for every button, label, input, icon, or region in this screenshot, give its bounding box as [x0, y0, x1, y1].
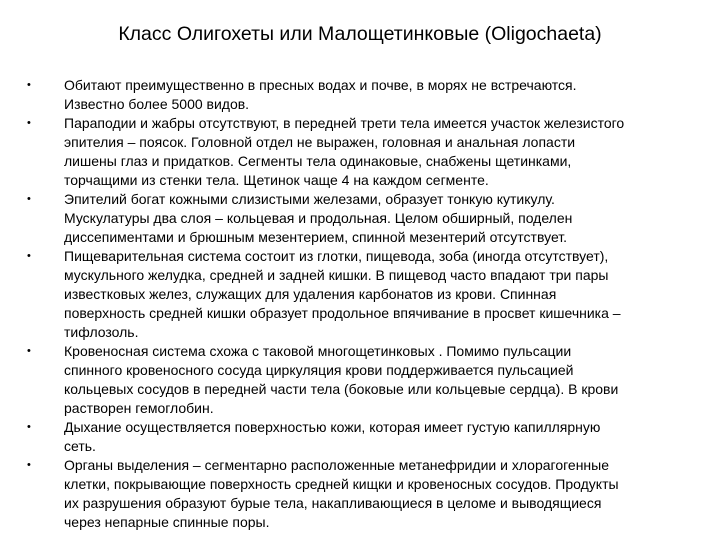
bullet-item: [27, 342, 699, 418]
bullet-item: [27, 247, 699, 342]
bullet-text-line: эпителия – поясок. Головной отдел не выражен, головная и анальная лопасти: [64, 134, 576, 150]
bullet-text-line: Эпителий богат кожными слизистыми железами, образует тонкую кутикулу.: [64, 191, 555, 207]
bullet-dot-icon: •: [27, 193, 31, 205]
bullet-text-line: растворен гемоглобин.: [64, 400, 214, 416]
bullet-list: [27, 76, 699, 532]
bullet-dot-icon: •: [27, 421, 31, 433]
bullet-item: [27, 190, 699, 247]
bullet-dot-icon: •: [27, 117, 31, 129]
bullet-text-line: Органы выделения – сегментарно расположенные метанефридии и хлорагогенные: [64, 457, 610, 473]
bullet-text-line: сеть.: [64, 438, 96, 454]
bullet-text-line: Параподии и жабры отсутствуют, в передней трети тела имеется участок железистого: [64, 115, 625, 131]
bullet-item: [27, 456, 699, 532]
bullet-item: [27, 76, 699, 114]
bullet-text-line: Мускулатуры два слоя – кольцевая и продольная. Целом обширный, поделен: [64, 210, 573, 226]
bullet-dot-icon: •: [27, 250, 31, 262]
bullet-text-line: мускульного желудка, средней и задней кишки. В пищевод часто впадают три пары: [64, 267, 609, 283]
bullet-text-line: Известно более 5000 видов.: [64, 96, 250, 112]
bullet-text-line: поверхность средней кишки образует продольное впячивание в просвет кишечника –: [64, 305, 621, 321]
bullet-text-line: диссепиментами и брюшным мезентерием, спинной мезентерий отсутствует.: [64, 229, 568, 245]
bullet-text-line: Пищеварительная система состоит из глотки, пищевода, зоба (иногда отсутствует),: [64, 248, 609, 264]
bullet-text-line: Дыхание осуществляется поверхностью кожи, которая имеет густую капиллярную: [64, 419, 601, 435]
bullet-text-line: Обитают преимущественно в пресных водах и почве, в морях не встречаются.: [64, 77, 577, 93]
bullet-dot-icon: •: [27, 79, 31, 91]
bullet-dot-icon: •: [27, 459, 31, 471]
bullet-text-line: их разрушения образуют бурые тела, накапливающиеся в целоме и выводящиеся: [64, 495, 602, 511]
bullet-text-line: спинного кровеносного сосуда циркуляция крови поддерживается пульсацией: [64, 362, 574, 378]
bullet-text-line: лишены глаз и придатков. Сегменты тела одинаковые, снабжены щетинками,: [64, 153, 572, 169]
bullet-item: [27, 418, 699, 456]
bullet-text-line: известковых желез, служащих для удаления карбонатов из крови. Спинная: [64, 286, 557, 302]
bullet-text-line: торчащими из стенки тела. Щетинок чаще 4 на каждом сегменте.: [64, 172, 489, 188]
bullet-text-line: через непарные спинные поры.: [64, 514, 270, 530]
bullet-dot-icon: •: [27, 345, 31, 357]
bullet-item: [27, 114, 699, 190]
bullet-text-line: кольцевых сосудов в передней части тела (боковые или кольцевые сердца). В крови: [64, 381, 619, 397]
slide-title: Класс Олигохеты или Малощетинковые (Oligochaeta): [118, 23, 602, 45]
bullet-text-line: тифлозоль.: [64, 324, 139, 340]
bullet-text-line: Кровеносная система схожа с таковой многощетинковых . Помимо пульсации: [64, 343, 572, 359]
bullet-text-line: клетки, покрывающие поверхность средней кищки и кровеносных сосудов. Продукты: [64, 476, 619, 492]
